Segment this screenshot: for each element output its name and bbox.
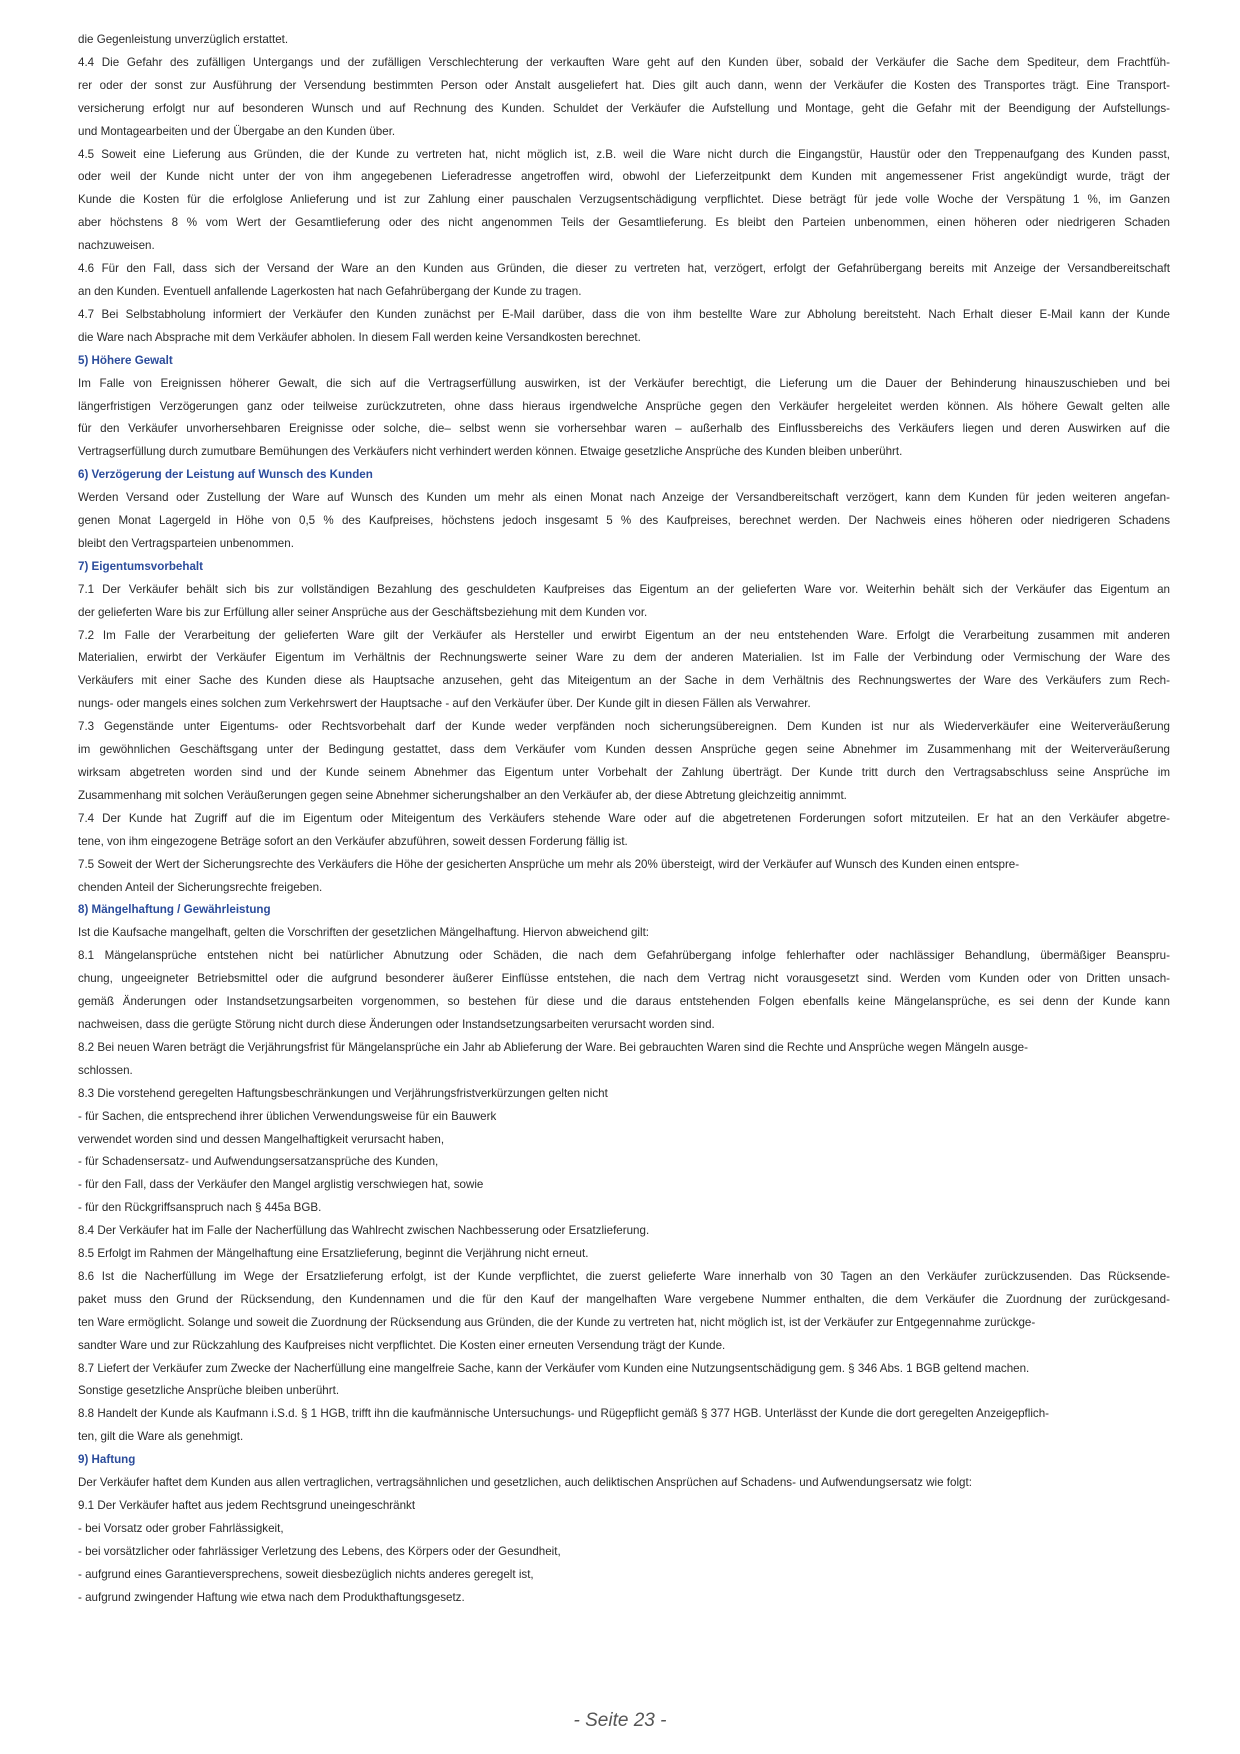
text-line: gemäß Änderungen oder Instandsetzungsarbeiten vorgenommen, so bestehen für diese und die daraus entstehenden Folgen ebenfalls keine Mängelansprüche, es sei denn der Kunde kann: [78, 995, 1170, 1009]
text-line: - für Sachen, die entsprechend ihrer üblichen Verwendungsweise für ein Bauwerk: [78, 1109, 497, 1123]
text-line: Werden Versand oder Zustellung der Ware auf Wunsch des Kunden um mehr als einen Monat nach Anzeige der Versandbereitschaft verzögert, kann dem Kunden für jeden weiteren angefan-: [78, 491, 1170, 505]
text-line: 8.7 Liefert der Verkäufer zum Zwecke der Nacherfüllung eine mangelfreie Sache, kann der Verkäufer vom Kunden eine Nutzungsentschädigung gem. § 346 Abs. 1 BGB geltend machen.: [78, 1361, 1030, 1375]
text-line: Kunde die Kosten für die erfolglose Anlieferung und ist zur Zahlung einer pauschalen Verzugsentschädigung verpflichtet. Diese beträgt für jede volle Woche der Verspätung 1 %, im Ganzen: [78, 193, 1170, 207]
text-line: 9.1 Der Verkäufer haftet aus jedem Rechtsgrund uneingeschränkt: [78, 1499, 416, 1512]
text-line: Ist die Kaufsache mangelhaft, gelten die Vorschriften der gesetzlichen Mängelhaftung. Hiervon abweichend gilt:: [78, 926, 650, 940]
section-heading: 8) Mängelhaftung / Gewährleistung: [78, 903, 271, 917]
text-line: - aufgrund zwingender Haftung wie etwa nach dem Produkthaftungsgesetz.: [78, 1590, 465, 1604]
text-line: 8.6 Ist die Nacherfüllung im Wege der Ersatzlieferung erfolgt, ist der Kunde verpflichtet, die zuerst gelieferte Ware innerhalb von 30 Tagen an den Verkäufer zurückzusenden. Das Rücksende-: [78, 1269, 1170, 1283]
text-line: - für den Rückgriffsanspruch nach § 445a BGB.: [78, 1201, 322, 1215]
text-line: 8.3 Die vorstehend geregelten Haftungsbeschränkungen und Verjährungsfristverkürzungen gelten nicht: [78, 1086, 608, 1100]
text-line: die Ware nach Absprache mit dem Verkäufer abholen. In diesem Fall werden keine Versandkosten berechnet.: [78, 330, 641, 344]
text-line: Sonstige gesetzliche Ansprüche bleiben unberührt.: [78, 1384, 340, 1398]
text-line: nachzuweisen.: [78, 239, 155, 253]
text-line: verwendet worden sind und dessen Mangelhaftigkeit verursacht haben,: [78, 1132, 445, 1146]
text-line: paket muss den Grund der Rücksendung, den Kundennamen und die für den Kauf der mangelhaften Ware vergebene Nummer enthalten, die dem Verkäufer die Zuordnung der zurückgesand-: [78, 1292, 1170, 1306]
text-line: nungs- oder mangels eines solchen zum Verkehrswert der Hauptsache - auf den Verkäufer über. Der Kunde gilt in diesen Fällen als Verwahrer.: [78, 697, 811, 711]
text-line: rer oder der sonst zur Ausführung der Versendung bestimmten Person oder Anstalt ausgeliefert hat. Dies gilt auch dann, wenn der Verkäufer die Kosten des Transportes trägt. Eine Transport-: [78, 78, 1170, 92]
text-line: im gewöhnlichen Geschäftsgang unter der Bedingung gestattet, dass dem Verkäufer vom Kunden dessen Ansprüche gegen seine Abnehmer im Zusammenhang mit der Weiterveräußerung: [78, 743, 1170, 757]
text-line: chenden Anteil der Sicherungsrechte freigeben.: [78, 880, 323, 894]
text-line: 8.4 Der Verkäufer hat im Falle der Nacherfüllung das Wahlrecht zwischen Nachbesserung oder Ersatzlieferung.: [78, 1224, 650, 1238]
text-line: nachweisen, dass die gerügte Störung nicht durch diese Änderungen oder Instandsetzungsarbeiten verursacht worden sind.: [78, 1017, 715, 1031]
text-line: - bei vorsätzlicher oder fahrlässiger Verletzung des Lebens, des Körpers oder der Gesundheit,: [78, 1544, 561, 1558]
text-line: an den Kunden. Eventuell anfallende Lagerkosten hat nach Gefahrübergang der Kunde zu tragen.: [78, 284, 582, 298]
text-line: 8.1 Mängelansprüche entstehen nicht bei natürlicher Abnutzung oder Schäden, die nach dem Gefahrübergang infolge fehlerhafter oder nachlässiger Behandlung, übermäßiger Beanspru-: [78, 949, 1170, 963]
section-heading: 9) Haftung: [78, 1453, 136, 1467]
text-line: wirksam abgetreten worden sind und der Kunde seinem Abnehmer das Eigentum unter Vorbehalt der Zahlung überträgt. Der Kunde tritt durch den Vertragsabschluss seine Ansprüche im: [78, 766, 1170, 779]
text-line: - für den Fall, dass der Verkäufer den Mangel arglistig verschwiegen hat, sowie: [78, 1178, 484, 1192]
text-line: ten, gilt die Ware als genehmigt.: [78, 1430, 244, 1444]
text-line: für den Verkäufer unvorhersehbaren Ereignisse oder solche, die– selbst wenn sie vorhersehbar waren – außerhalb des Einflussbereichs des Verkäufers liegen und deren Auswirken auf die: [78, 422, 1170, 436]
text-line: tene, von ihm eingezogene Beträge sofort an den Verkäufer abzuführen, soweit dessen Forderung fällig ist.: [78, 834, 628, 848]
text-line: längerfristigen Verzögerungen ganz oder teilweise zurückzutreten, ohne dass hieraus irgendwelche Ansprüche gegen den Verkäufer hergeleitet werden können. Als höhere Gewalt gelten alle: [78, 399, 1170, 413]
text-line: 8.8 Handelt der Kunde als Kaufmann i.S.d. § 1 HGB, trifft ihn die kaufmännische Untersuchungs- und Rügepflicht gemäß § 377 HGB. Unterlässt der Kunde die dort geregelten Anzeigepflich-: [78, 1407, 1049, 1421]
section-heading: 6) Verzögerung der Leistung auf Wunsch des Kunden: [78, 468, 373, 482]
page-number: - Seite 23 -: [573, 1710, 667, 1731]
text-line: oder weil der Kunde nicht unter der von ihm angegebenen Lieferadresse angetroffen wird, obwohl der Lieferzeitpunkt dem Kunden mit angemessener Frist angekündigt wurde, trägt der: [78, 170, 1170, 184]
text-line: schlossen.: [78, 1063, 133, 1077]
text-line: 7.1 Der Verkäufer behält sich bis zur vollständigen Bezahlung des geschuldeten Kaufpreises das Eigentum an der gelieferten Ware vor. Weiterhin behält sich der Verkäufer das Eigentum an: [78, 582, 1170, 596]
section-heading: 5) Höhere Gewalt: [78, 353, 173, 367]
text-line: 4.5 Soweit eine Lieferung aus Gründen, die der Kunde zu vertreten hat, nicht möglich ist, z.B. weil die Ware nicht durch die Eingangstür, Haustür oder den Treppenaufgang des Kunden passt,: [78, 147, 1170, 161]
text-line: Im Falle von Ereignissen höherer Gewalt, die sich auf die Vertragserfüllung auswirken, ist der Verkäufer berechtigt, die Lieferung um die Dauer der Behinderung hinauszuschieben und bei: [78, 376, 1170, 390]
text-line: 4.7 Bei Selbstabholung informiert der Verkäufer den Kunden zunächst per E-Mail darüber, dass die von ihm bestellte Ware zur Abholung bereitsteht. Nach Erhalt dieser E-Mail kann der Kunde: [78, 307, 1170, 321]
text-line: Zusammenhang mit solchen Veräußerungen gegen seine Abnehmer sicherungshalber an den Verkäufer ab, der diese Abtretung gleichzeitig annimmt.: [78, 788, 847, 802]
text-line: bleibt den Vertragsparteien unbenommen.: [78, 536, 294, 550]
text-line: ten Ware ermöglicht. Solange und soweit die Zuordnung der Rücksendung aus Gründen, die der Kunde zu vertreten hat, nicht möglich ist, ist der Verkäufer zur Entgegennahme zurückge-: [78, 1315, 1036, 1329]
text-line: 7.3 Gegenstände unter Eigentums- oder Rechtsvorbehalt darf der Kunde weder verpfänden noch sicherungsübereignen. Dem Kunden ist nur als Wiederverkäufer eine Weiterveräußerung: [78, 720, 1170, 734]
text-line: - bei Vorsatz oder grober Fahrlässigkeit,: [78, 1521, 284, 1535]
text-line: versicherung erfolgt nur auf besonderen Wunsch und auf Rechnung des Kunden. Schuldet der Verkäufer die Aufstellung und Montage, geht die Gefahr mit der Beendigung der Aufstellungs-: [78, 101, 1170, 115]
text-line: - für Schadensersatz- und Aufwendungsersatzansprüche des Kunden,: [78, 1155, 439, 1169]
section-heading: 7) Eigentumsvorbehalt: [78, 559, 203, 573]
text-line: Verkäufers mit einer Sache des Kunden diese als Hauptsache anzusehen, geht das Miteigentum an der Sache in dem Verhältnis des Rechnungswertes der Ware des Verkäufers zum Rech-: [78, 674, 1170, 688]
text-line: - aufgrund eines Garantieversprechens, soweit diesbezüglich nichts anderes geregelt ist,: [78, 1567, 534, 1581]
text-line: 7.5 Soweit der Wert der Sicherungsrechte des Verkäufers die Höhe der gesicherten Ansprüche um mehr als 20% übersteigt, wird der Verkäufer auf Wunsch des Kunden einen entspre-: [78, 857, 1020, 871]
text-line: 7.2 Im Falle der Verarbeitung der gelieferten Ware gilt der Verkäufer als Hersteller und erwirbt Eigentum an der neu entstehenden Ware. Erfolgt die Verarbeitung zusammen mit anderen: [78, 628, 1170, 642]
text-line: 4.6 Für den Fall, dass sich der Versand der Ware an den Kunden aus Gründen, die dieser zu vertreten hat, verzögert, erfolgt der Gefahrübergang bereits mit Anzeige der Versandbereitschaft: [78, 262, 1170, 276]
text-line: 8.5 Erfolgt im Rahmen der Mängelhaftung eine Ersatzlieferung, beginnt die Verjährung nicht erneut.: [78, 1247, 589, 1261]
text-line: 8.2 Bei neuen Waren beträgt die Verjährungsfrist für Mängelansprüche ein Jahr ab Ablieferung der Ware. Bei gebrauchten Waren sind die Rechte und Ansprüche wegen Mängeln ausge-: [78, 1040, 1028, 1054]
text-line: 4.4 Die Gefahr des zufälligen Untergangs und der zufälligen Verschlechterung der verkauften Ware geht auf den Kunden über, sobald der Verkäufer die Sache dem Spediteur, dem Frachtfüh-: [78, 55, 1170, 69]
text-line: Der Verkäufer haftet dem Kunden aus allen vertraglichen, vertragsähnlichen und gesetzlichen, auch deliktischen Ansprüchen auf Schadens- und Aufwendungsersatz wie folgt:: [78, 1476, 972, 1490]
text-line: der gelieferten Ware bis zur Erfüllung aller seiner Ansprüche aus der Geschäftsbeziehung mit dem Kunden vor.: [78, 605, 648, 619]
text-line: Vertragserfüllung durch zumutbare Bemühungen des Verkäufers nicht verhindert werden können. Etwaige gesetzliche Ansprüche des Kunden bleiben unberührt.: [78, 445, 903, 459]
text-line: 7.4 Der Kunde hat Zugriff auf die im Eigentum oder Miteigentum des Verkäufers stehende Ware oder auf die abgetretenen Forderungen sofort mitzuteilen. Er hat an den Verkäufer abgetre-: [78, 811, 1170, 825]
text-line: und Montagearbeiten und der Übergabe an den Kunden über.: [78, 124, 396, 138]
text-line: genen Monat Lagergeld in Höhe von 0,5 % des Kaufpreises, höchstens jedoch insgesamt 5 % des Kaufpreises, berechnet werden. Der Nachweis eines höheren oder niedrigeren Schadens: [78, 514, 1170, 528]
text-line: chung, ungeeigneter Betriebsmittel oder die aufgrund besonderer äußerer Einflüsse entstehen, die nach dem Vertrag nicht vorausgesetzt sind. Werden vom Kunden oder von Dritten unsach-: [78, 972, 1170, 986]
text-line: aber höchstens 8 % vom Wert der Gesamtlieferung oder des nicht angenommen Teils der Gesamtlieferung. Es bleibt den Parteien unbenommen, einen höheren oder niedrigeren Schaden: [78, 216, 1170, 230]
text-line: Materialien, erwirbt der Verkäufer Eigentum im Verhältnis der Rechnungswerte seiner Ware zu dem der anderen Materialien. Ist im Falle der Verbindung oder Vermischung der Ware des: [78, 651, 1170, 665]
text-line: sandter Ware und zur Rückzahlung des Kaufpreises nicht verpflichtet. Die Kosten einer erneuten Versendung trägt der Kunde.: [78, 1338, 726, 1352]
document-body: [78, 29, 1170, 1610]
text-line: die Gegenleistung unverzüglich erstattet.: [78, 33, 289, 46]
